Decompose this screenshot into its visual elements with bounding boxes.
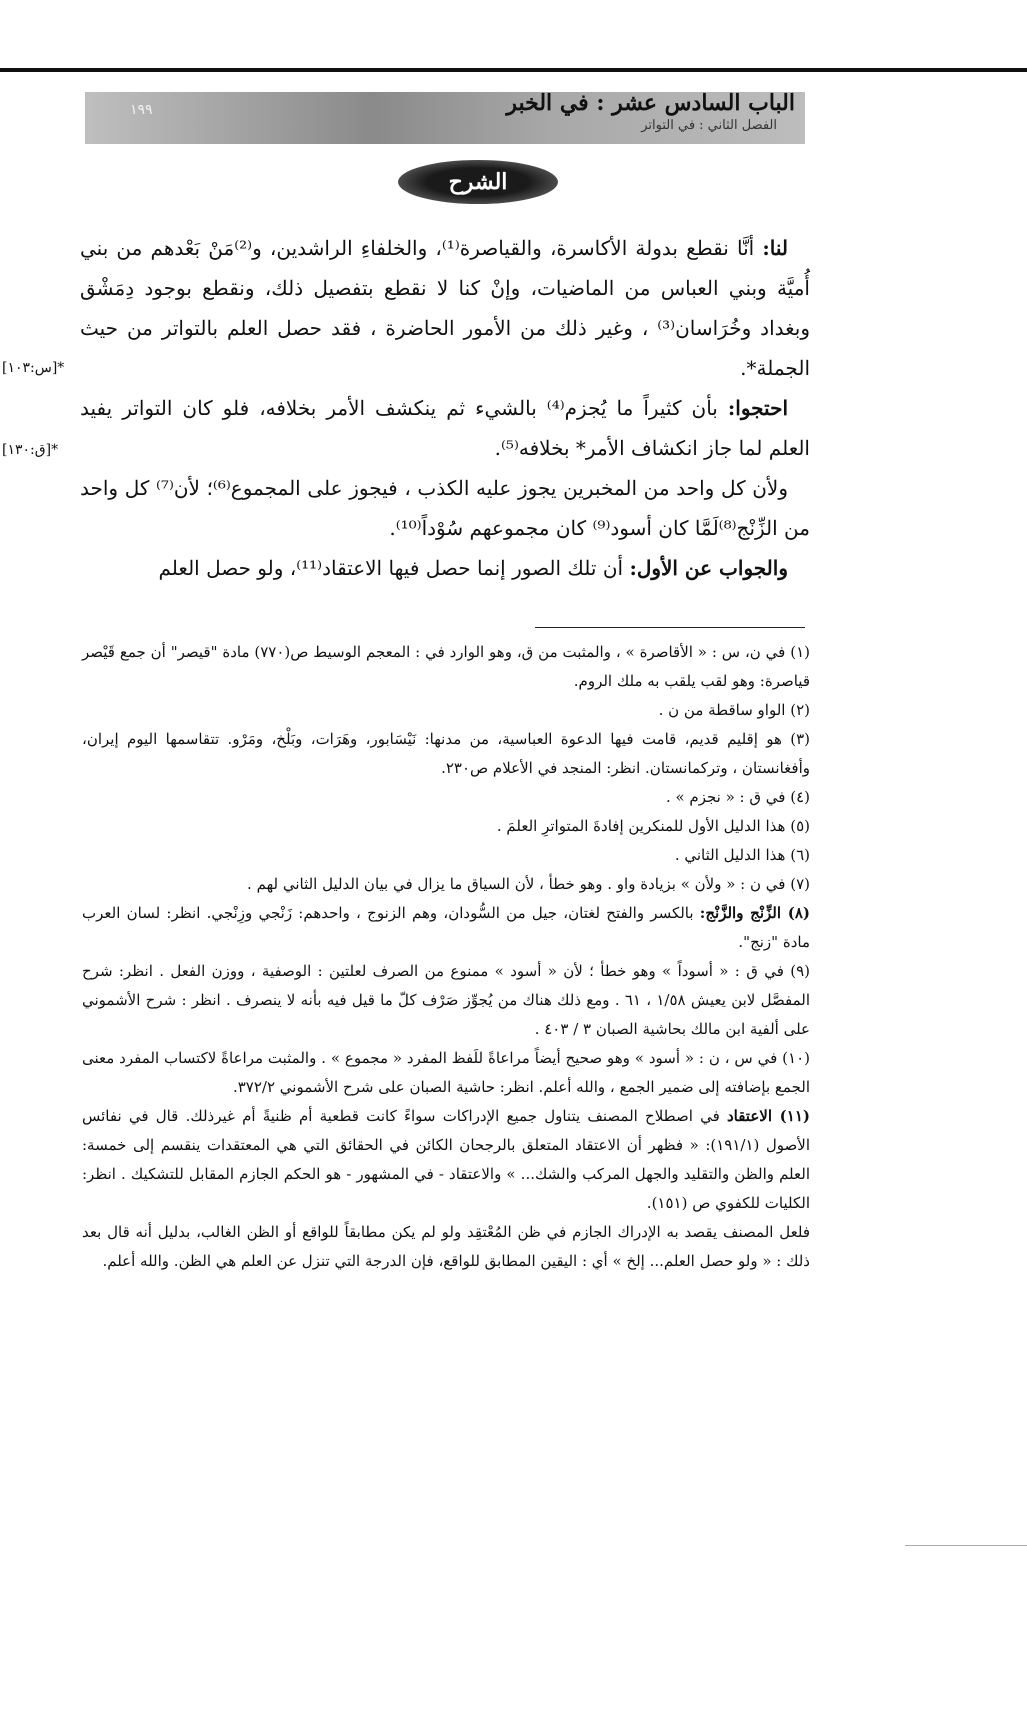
page-number: ١٩٩ (130, 102, 153, 118)
footnote (82, 696, 810, 725)
paragraph-text: أنَّا نقطع بدولة الأكاسرة، والقياصرة⁽¹⁾، والخلفاءِ الراشدين، و⁽²⁾مَنْ بَعْدهم من بني أُميَّة وبني العباس من الماضيات، وإنْ كنا لا نقطع بتفصيل ذلك، ونقطع بوجود دِمَشْق وبغداد وخُرَاسان⁽³⁾ ، وغير ذلك من الأمور الحاضرة ، فقد حصل العلم بالتواتر من حيث الجملة*. (80, 236, 810, 380)
footnote-text: (١) في ن، س : « الأقاصرة » ، والمثبت من ق، وهو الوارد في : المعجم الوسيط ص(٧٧٠) مادة "قيصر" أن جمع قَيْصر قياصرة: وهو لقب يلقب به ملك الروم. (82, 643, 810, 690)
footnote (82, 1102, 810, 1218)
paragraph (80, 468, 810, 548)
footnote (82, 957, 810, 1044)
main-text (80, 228, 810, 588)
paragraph-lead: لنا: (762, 236, 789, 260)
chapter-title: الباب السادس عشر : في الخبر (506, 90, 795, 116)
footnote-text: (٩) في ق : « أسوداً » وهو خطأ ؛ لأن « أسود » ممنوع من الصرف لعلتين : الوصفية ، ووزن الفعل . انظر: شرح المفصَّل لابن يعيش ١/٥٨ ، ٦١ . ومع ذلك هناك من يُجوِّز صَرْف كلّ ما قيل فيه بأنه لا ينصرف . انظر : شرح الأشموني على ألفية ابن مالك بحاشية الصبان ٣ / ٤٠٣ . (82, 962, 810, 1038)
paragraph (80, 228, 810, 388)
footnotes (82, 638, 810, 1276)
footnote (82, 812, 810, 841)
footnote-text: (١٠) في س ، ن : « أسود » وهو صحيح أيضاً مراعاةً للَفظ المفرد « مجموع » . والمثبت مراعاةً لاكتساب المفرد معنى الجمع بإضافته إلى ضمير الجمع ، والله أعلم. انظر: حاشية الصبان على شرح الأشموني ٣٧٢/٢. (82, 1049, 810, 1096)
footnote (82, 725, 810, 783)
footnote-text: (٥) هذا الدليل الأول للمنكرين إفادةَ المتواترِ العلمَ . (496, 817, 810, 835)
footnote-text: (٧) في ن : « ولأن » بزيادة واو . وهو خطأ ، لأن السياق ما يزال في بيان الدليل الثاني لهم . (247, 875, 810, 893)
footnote-separator (535, 627, 805, 628)
footnote (82, 841, 810, 870)
footnote-text: (٤) في ق : « نجزم » . (665, 788, 810, 806)
footnote (82, 783, 810, 812)
bottom-rule (905, 1545, 1027, 1546)
paragraph-text: بأن كثيراً ما يُجزم⁽⁴⁾ بالشيء ثم ينكشف الأمر بخلافه، فلو كان التواتر يفيد العلم لما جاز انكشاف الأمر* بخلافه⁽⁵⁾. (80, 396, 810, 460)
paragraph-text: أن تلك الصور إنما حصل فيها الاعتقاد⁽¹¹⁾، ولو حصل العلم (158, 556, 630, 580)
top-rule (0, 68, 1027, 72)
footnote (82, 870, 810, 899)
footnote (82, 1218, 810, 1276)
paragraph-lead: احتجوا: (727, 396, 789, 420)
footnote (82, 899, 810, 957)
margin-note: *[س:١٠٣] (2, 360, 65, 376)
paragraph (80, 548, 810, 588)
footnote-text: (٢) الواو ساقطة من ن . (658, 701, 810, 719)
footnote-text: في اصطلاح المصنف يتناول جميع الإدراكات سواءً كانت قطعية أم ظنيةً أم غيرذلك. قال في نفائس الأصول (١٩١/١): « فظهر أن الاعتقاد المتعلق بالرجحان الكائن في الحقائق التي هي المعتقدات ينقسم إلى خمسة: العلم والظن والتقليد والجهل المركب والشك... » والاعتقاد - في المشهور - هو الحكم الجازم المقابل للتشكيك . انظر: الكليات للكفوي ص (١٥١). (82, 1107, 810, 1212)
footnote-text: (٦) هذا الدليل الثاني . (674, 846, 810, 864)
sharh-heading-label: الشرح (448, 169, 508, 195)
paragraph-lead: والجواب عن الأول: (629, 556, 788, 580)
footnote (82, 1044, 810, 1102)
margin-note: *[ق:١٣٠] (2, 442, 59, 458)
footnote-text: فلعل المصنف يقصد به الإدراك الجازم في ظن المُعْتقِد ولو لم يكن مطابقاً للواقع أو الظن الغالب، بدليل أنه قال بعد ذلك : « ولو حصل العلم... إلخ » أي : اليقين المطابق للواقع، فإن الدرجة التي تنزل عن العلم هي الظن. والله أعلم. (82, 1223, 810, 1270)
footnote-text: (٣) هو إقليم قديم، قامت فيها الدعوة العباسية، من مدنها: نَيْسَابور، وهَرَات، وبَلْخ، ومَرْو. تتقاسمها اليوم إيران، وأفغانستان ، وتركمانستان. انظر: المنجد في الأعلام ص٢٣٠. (82, 730, 810, 777)
paragraph (80, 388, 810, 468)
footnote (82, 638, 810, 696)
paragraph-text: ولأن كل واحد من المخبرين يجوز عليه الكذب ، فيجوز على المجموع⁽⁶⁾؛ لأن⁽⁷⁾ كل واحد من الزِّنْج⁽⁸⁾لَمَّا كان أسود⁽⁹⁾ كان مجموعهم سُوْداً⁽¹⁰⁾. (80, 476, 810, 540)
sharh-heading-badge (398, 160, 558, 204)
footnote-term: (١١) الاعتقاد (726, 1107, 810, 1125)
footnote-term: (٨) الزِّنْج والزَّنْج: (699, 904, 810, 922)
footnote-text: بالكسر والفتح لغتان، جيل من السُّودان، وهم الزنوج ، واحدهم: زَنْجي وزِنْجي. انظر: لسان العرب مادة "زنج". (82, 904, 810, 951)
section-title: الفصل الثاني : في التواتر (641, 118, 777, 133)
